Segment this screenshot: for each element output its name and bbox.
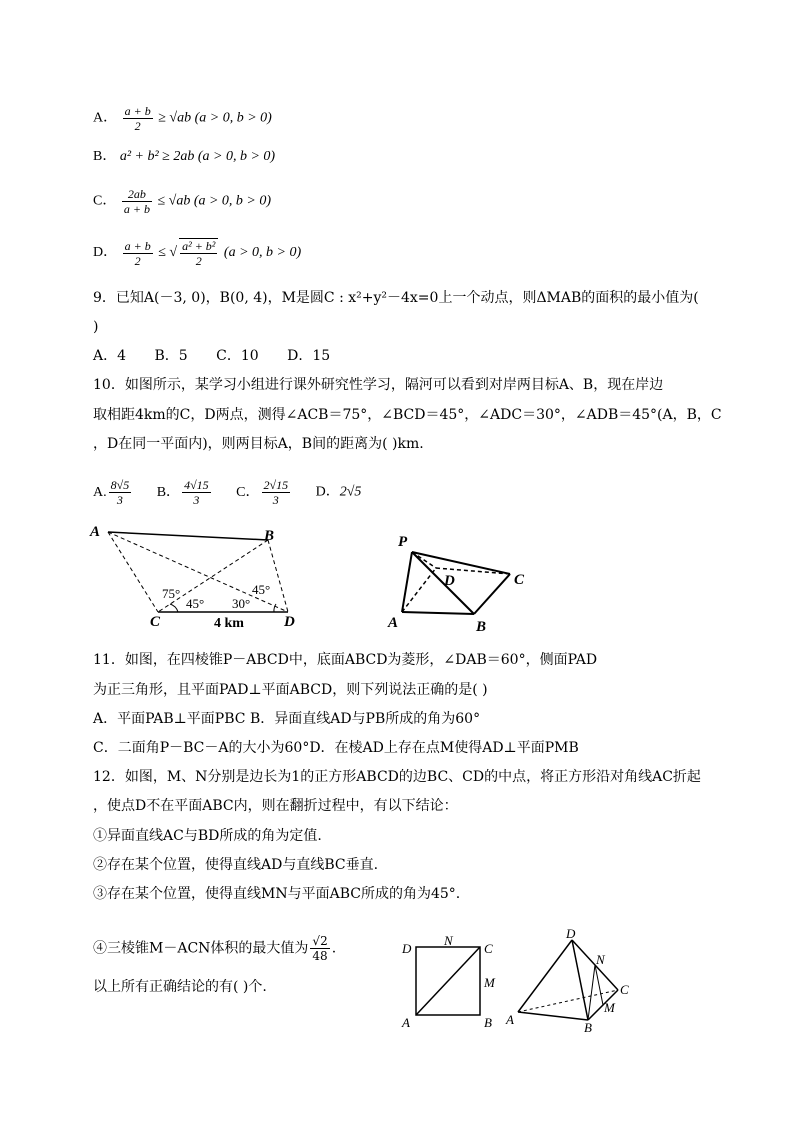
vertex-d-label: D (402, 941, 412, 956)
fraction (122, 187, 152, 216)
q10-option-a[interactable] (93, 478, 133, 507)
edge-ac (518, 990, 618, 1012)
denominator: 2 (134, 253, 141, 268)
q12-statement-3: ③存在某个位置，使得直线MN与平面ABC所成的角为45°. (93, 886, 461, 902)
q11-stem-cont: 为正三角形，且平面PAD⊥平面ABCD，则下列说法正确的是( ) (93, 682, 488, 698)
option-label: A. (93, 484, 107, 500)
numerator: √2 (312, 934, 328, 948)
vertex-p-label: P (398, 534, 408, 550)
vertex-b-label: B (476, 619, 487, 634)
option-label: C． (93, 193, 117, 209)
edge-pa (402, 552, 412, 612)
vertex-c-label: C (514, 572, 525, 588)
q8-option-c[interactable] (93, 187, 271, 216)
point-m-label: M (604, 1000, 615, 1015)
q10-option-d[interactable] (316, 485, 362, 500)
q12-folded-figure (504, 928, 644, 1034)
option-label: D． (93, 245, 118, 261)
fraction (262, 478, 291, 507)
vertex-a-label: A (506, 1012, 514, 1027)
vertex-c-label: C (620, 982, 629, 997)
angle-bcd-label: 45° (186, 596, 205, 611)
edge-bc (474, 574, 510, 614)
q11-options-cd[interactable]: C．二面角P－BC－A的大小为60°D．在棱AD上存在点M使得AD⊥平面PMB (93, 740, 579, 756)
q11-options-ab[interactable]: A．平面PAB⊥平面PBC B．异面直线AD与PB所成的角为60° (93, 711, 481, 727)
angle-acb-label: 75° (162, 586, 181, 601)
q10-options (93, 478, 361, 507)
edge-ab (402, 612, 474, 614)
fraction (123, 239, 153, 268)
sqrt-sign: √ (169, 245, 178, 261)
q9-option-a[interactable]: A．4 (93, 348, 127, 364)
q9-option-b[interactable]: B．5 (154, 348, 188, 364)
vertex-a-label: A (402, 1015, 410, 1030)
numerator: a² + b² (182, 239, 216, 253)
segment-ab (108, 532, 268, 540)
q9-option-c[interactable]: C．10 (216, 348, 259, 364)
q12-statement-2: ②存在某个位置，使得直线AD与直线BC垂直. (93, 857, 379, 873)
edge-ad (518, 940, 572, 1012)
point-c-label: C (150, 614, 161, 630)
angle-adc-label: 30° (232, 596, 251, 611)
q12-question: 以上所有正确结论的有( )个. (93, 979, 267, 995)
q10-figure (88, 520, 308, 632)
numerator: a + b (124, 238, 151, 253)
denominator: 3 (116, 493, 123, 507)
vertex-c-label: C (484, 941, 493, 956)
point-b-label: B (264, 528, 275, 544)
option-expression: a² + b² ≥ 2ab (a > 0, b > 0) (119, 149, 276, 164)
distance-label: 4 km (214, 616, 244, 631)
denominator: 48 (312, 949, 328, 963)
q11-figure (382, 528, 542, 634)
numerator: 2√15 (263, 478, 289, 492)
q10-option-c[interactable] (236, 478, 292, 507)
angle-adb-label: 45° (252, 582, 271, 597)
q9-stem-cont: ) (93, 319, 99, 335)
q10-option-b[interactable] (156, 478, 213, 507)
q11-stem: 11．如图，在四棱锥P－ABCD中，底面ABCD为菱形，∠DAB＝60°，侧面PAD (93, 652, 598, 668)
q8-option-a[interactable] (93, 104, 272, 133)
point-a-label: A (90, 524, 101, 540)
diagonal-ac (416, 947, 480, 1015)
point-m-label: M (484, 975, 495, 990)
denominator: a + b (123, 202, 150, 216)
edge-ab (518, 1012, 588, 1020)
point-n-label: N (596, 952, 605, 967)
q10-stem-cont: 取相距4km的C，D两点，测得∠ACB＝75°，∠BCD＝45°，∠ADC＝30°，∠ADB＝45°(A，B，C (93, 407, 722, 423)
q10-stem: 10．如图所示，某学习小组进行课外研究性学习，隔河可以看到对岸两目标A、B，现在岸边 (93, 377, 664, 393)
denominator: 3 (272, 493, 279, 507)
statement-text: ④三棱锥M－ACN体积的最大值为 (93, 940, 309, 957)
segment-bd (268, 540, 288, 612)
angle-arc (170, 604, 178, 612)
segment-nb (588, 965, 595, 1020)
numerator: 4√15 (184, 478, 209, 492)
edge-ad (402, 568, 436, 612)
edge-pc (412, 552, 510, 574)
q9-stem: 9．已知A(－3, 0)，B(0, 4)，M是圆C : x²+y²－4x=0上一个动点，则ΔMAB的面积的最小值为( (93, 290, 699, 306)
point-d-label: D (284, 614, 295, 630)
q12-statement-1: ①异面直线AC与BD所成的角为定值. (93, 828, 322, 844)
angle-arc (274, 604, 276, 612)
vertex-b-label: B (584, 1020, 592, 1034)
option-label: A． (93, 110, 118, 126)
q8-option-d[interactable] (93, 238, 301, 268)
point-n-label: N (444, 935, 453, 948)
edge-db (572, 940, 588, 1020)
option-expression: ≥ √ab (a > 0, b > 0) (158, 110, 272, 126)
numerator: 8√5 (110, 478, 130, 492)
segment-mn (595, 965, 603, 1005)
denominator: 3 (193, 493, 200, 507)
fraction (123, 104, 153, 133)
q12-square-figure (396, 935, 506, 1031)
q12-statement-4 (93, 934, 336, 963)
vertex-b-label: B (484, 1015, 492, 1030)
comparison-sign: ≤ (158, 245, 166, 261)
q9-options (93, 346, 354, 366)
q8-option-b[interactable] (93, 147, 275, 167)
q12-stem: 12．如图，M、N分别是边长为1的正方形ABCD的边BC、CD的中点，将正方形沿对角线AC折起 (93, 769, 701, 785)
q12-stem-cont: ，使点D不在平面ABC内，则在翻折过程中，有以下结论： (93, 798, 458, 814)
option-label: B． (156, 484, 181, 500)
vertex-d-label: D (444, 573, 455, 589)
q9-option-d[interactable]: D．15 (287, 348, 331, 364)
vertex-d-label: D (566, 928, 576, 941)
sqrt-fraction (179, 238, 218, 268)
option-expression: 2√5 (339, 484, 362, 500)
option-condition: (a > 0, b > 0) (223, 245, 302, 261)
edge-pb (412, 552, 474, 614)
denominator: 2 (134, 119, 141, 133)
option-expression: ≤ √ab (a > 0, b > 0) (157, 193, 272, 209)
q10-stem-end: ，D在同一平面内)，则两目标A，B间的距离为( )km. (93, 436, 424, 452)
numerator: 2ab (122, 187, 152, 202)
vertex-a-label: A (388, 615, 399, 631)
fraction (182, 478, 211, 507)
numerator: a + b (124, 104, 151, 118)
statement-end: . (331, 940, 337, 957)
denominator: 2 (195, 254, 202, 268)
option-label: B． (93, 149, 117, 164)
fraction (310, 934, 329, 963)
option-label: D． (315, 484, 340, 500)
segment-bc (158, 540, 271, 612)
segment-ac (108, 532, 158, 612)
fraction (109, 478, 132, 507)
option-label: C． (236, 484, 260, 500)
